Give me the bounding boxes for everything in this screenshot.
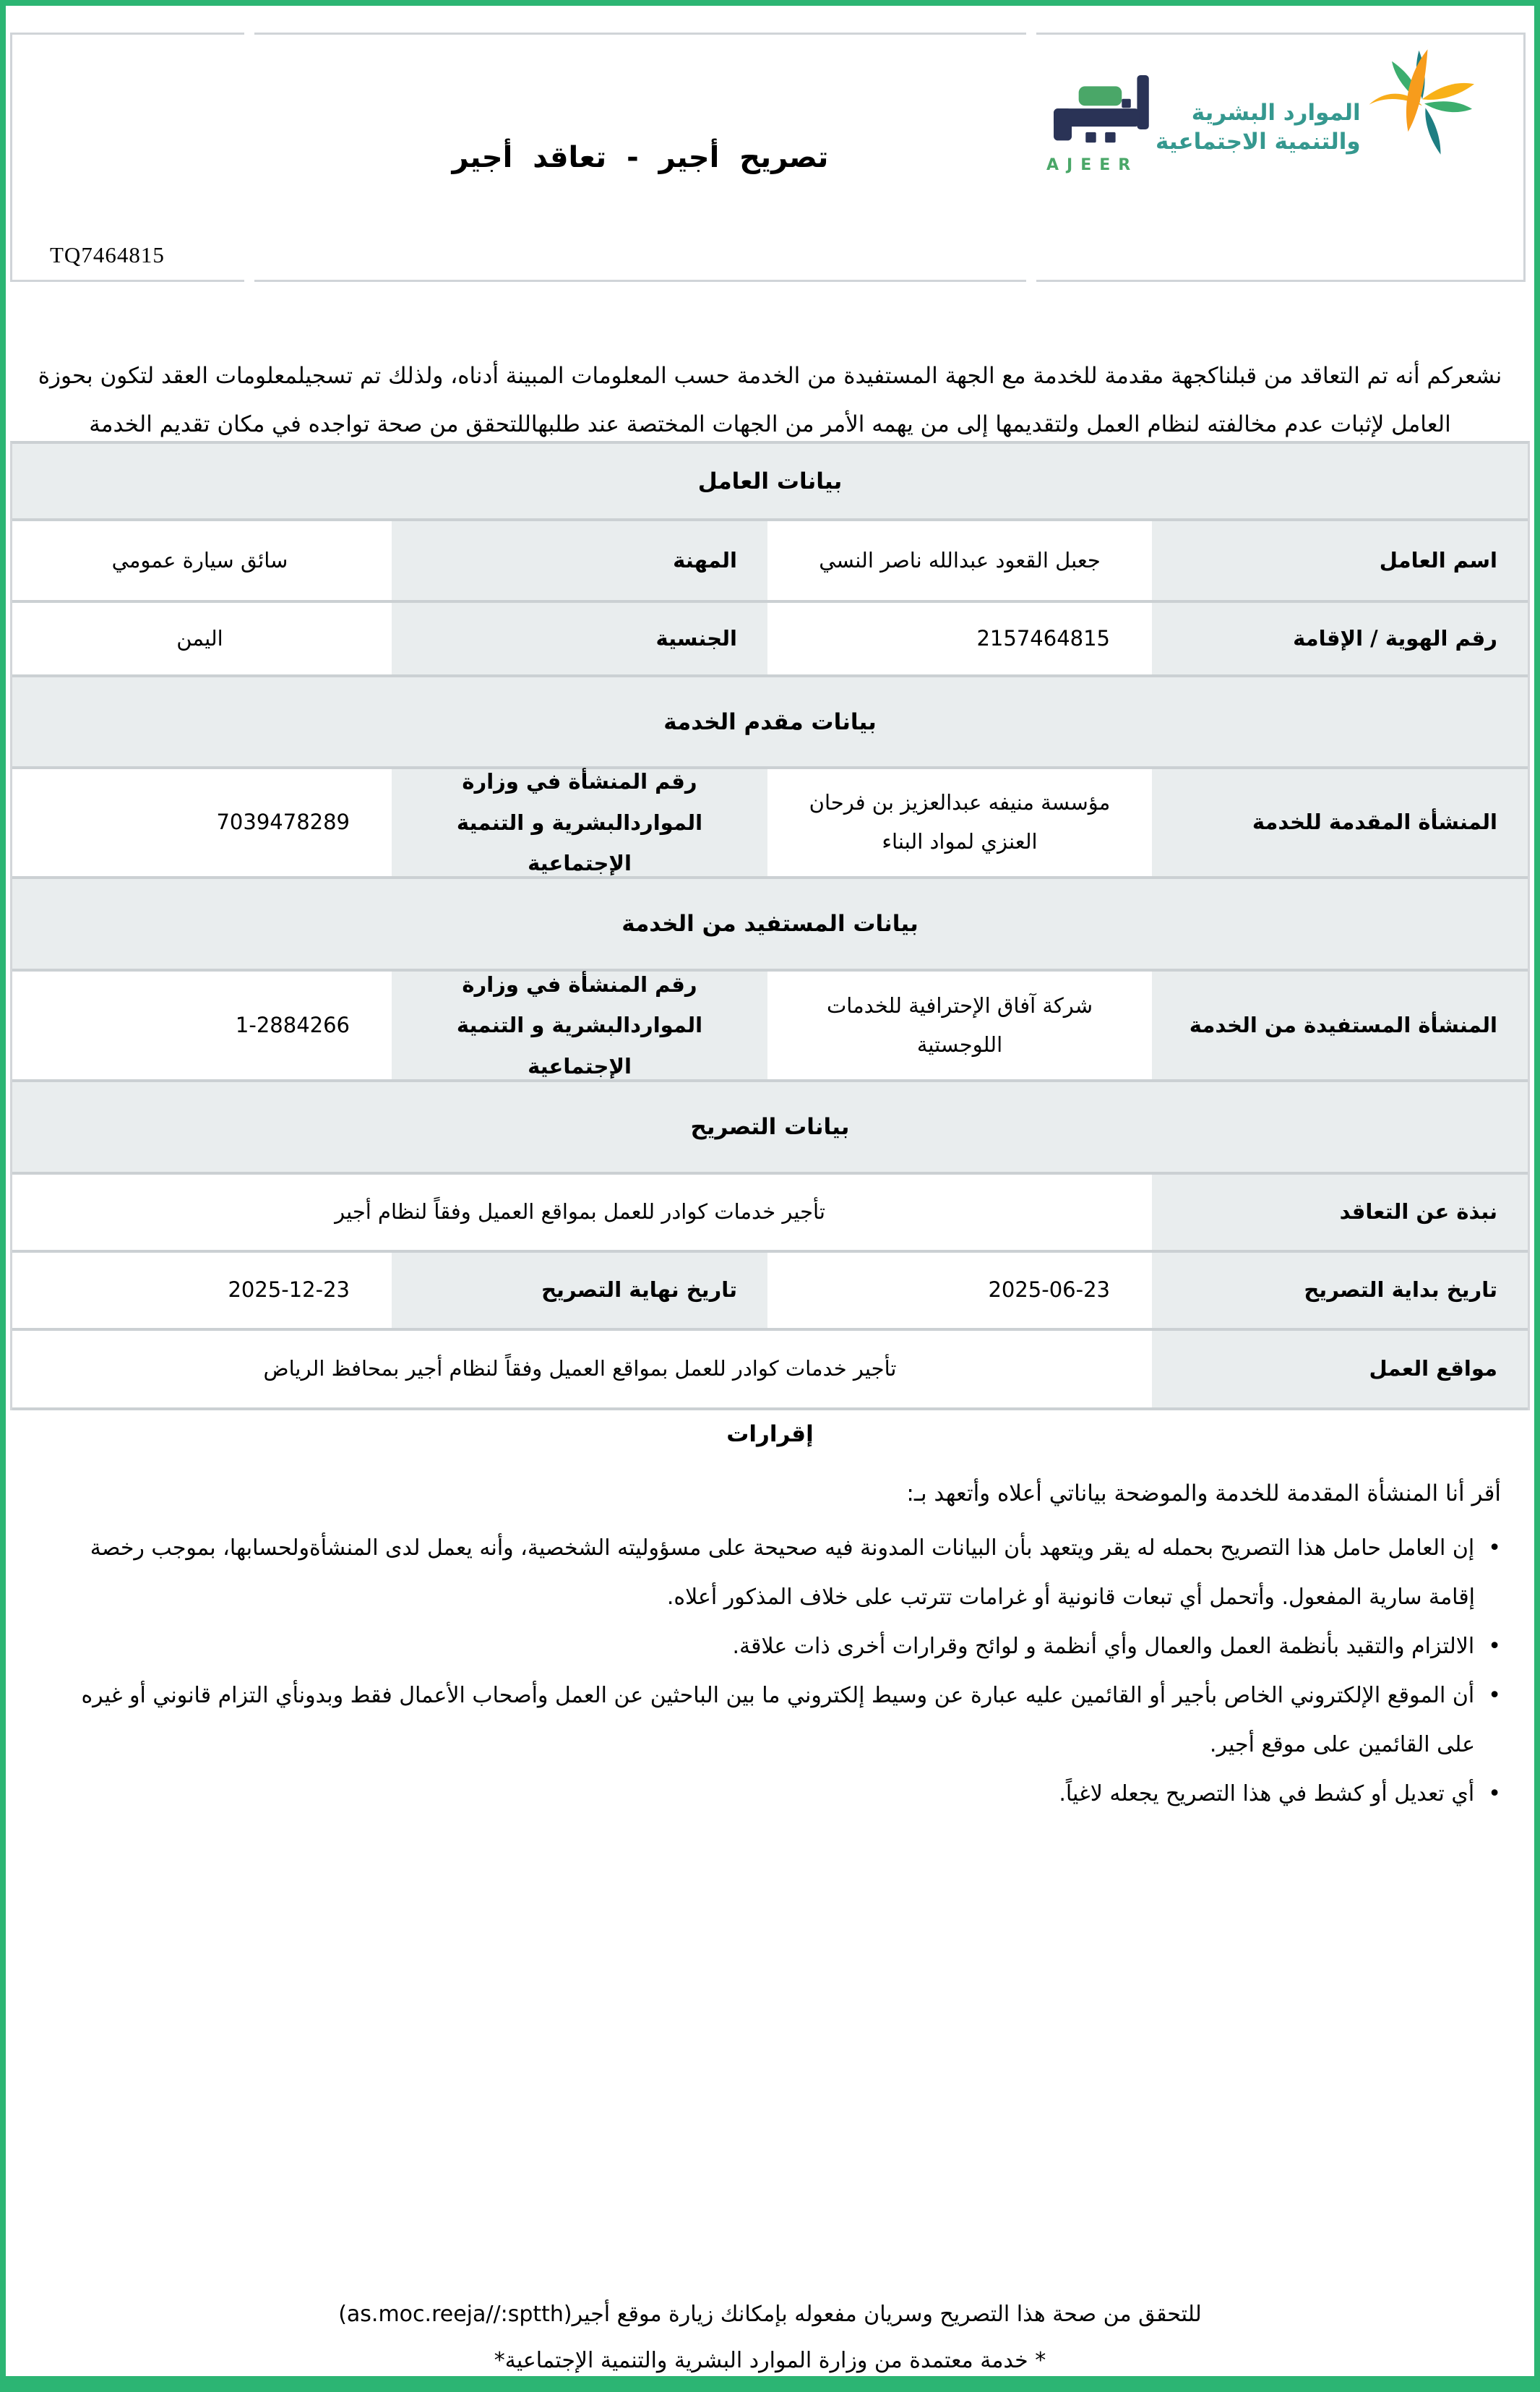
- profession-label: المهنة: [392, 521, 767, 600]
- end-date-value: 2025-12-23: [12, 1253, 387, 1328]
- permit-table: [10, 441, 1530, 1410]
- id-number-value: 2157464815: [772, 603, 1148, 674]
- ministry-name-line2: والتنمية الاجتماعية: [1156, 129, 1361, 155]
- beneficiary-name-label: المنشأة المستفيدة من الخدمة: [1152, 972, 1528, 1079]
- section-header-permit: بيانات التصريح: [12, 1082, 1528, 1175]
- ministry-logo: [1156, 69, 1481, 187]
- contract-summary-label: نبذة عن التعاقد: [1152, 1175, 1528, 1250]
- end-date-label: تاريخ نهاية التصريح: [392, 1253, 767, 1328]
- beneficiary-number-label: رقم المنشأة في وزارة المواردالبشرية و التنمية الإجتماعية: [392, 972, 767, 1079]
- declaration-item: • أي تعديل أو كشط في هذا التصريح يجعله لاغياً.: [39, 1770, 1501, 1819]
- table-row: [12, 603, 1528, 677]
- start-date-value: 2025-06-23: [772, 1253, 1148, 1328]
- nationality-label: الجنسية: [392, 603, 767, 674]
- header-title-cell: [254, 33, 1026, 282]
- footer-accreditation-note: * خدمة معتمدة من وزارة الموارد البشرية والتنمية الإجتماعية*: [494, 2348, 1046, 2373]
- footer-verification-note: للتحقق من صحة هذا التصريح وسريان مفعوله بإمكانك زيارة موقع أجير(as.moc.reeja//:sptth): [338, 2302, 1202, 2327]
- table-row: [12, 1253, 1528, 1331]
- worker-name-value: جعبل القعود عبدالله ناصر النسي: [772, 521, 1148, 600]
- beneficiary-number-value: 1-2884266: [12, 972, 387, 1079]
- work-locations-value: تأجير خدمات كوادر للعمل بمواقع العميل وفقاً لنظام أجير بمحافظ الرياض: [12, 1331, 1148, 1407]
- table-row: [12, 521, 1528, 603]
- ajeer-logo: [1044, 75, 1156, 174]
- provider-number-label: رقم المنشأة في وزارة المواردالبشرية و التنمية الإجتماعية: [392, 769, 767, 876]
- declarations-list: [39, 1524, 1501, 1819]
- provider-name-value: مؤسسة منيفه عبدالعزيز بن فرحان العنزي لمواد البناء: [772, 769, 1148, 876]
- provider-number-value: 7039478289: [12, 769, 387, 876]
- table-row: [12, 769, 1528, 879]
- declaration-item: • أن الموقع الإلكتروني الخاص بأجير أو القائمين عليه عبارة عن وسيط إلكتروني ما بين الباحثين عن العمل وأصحاب الأعمال فقط وبدونأي التزام قانوني أو غيره على القائمين على موقع أجير.: [39, 1671, 1501, 1770]
- declarations-lead: أقر أنا المنشأة المقدمة للخدمة والموضحة بياناتي أعلاه وأتعهد بـ:: [906, 1480, 1501, 1506]
- section-header-provider: بيانات مقدم الخدمة: [12, 677, 1528, 769]
- intro-paragraph: نشعركم أنه تم التعاقد من قبلناكجهة مقدمة للخدمة مع الجهة المستفيدة من الخدمة حسب المعلومات المبينة أدناه، ولذلك تم تسجيلمعلومات العقد لتكون بحوزة العامل لإثبات عدم مخالفته لنظام العمل ولتقديمها إلى من يهمه الأمر من الجهات المختصة عند طلبهاللتحقق من صحة تواجده في مكان تقديم الخدمة: [38, 363, 1502, 437]
- permit-number: TQ7464815: [50, 242, 165, 267]
- table-row: [12, 1331, 1528, 1410]
- page-title: تصريح أجير - تعاقد أجير: [452, 140, 829, 174]
- start-date-label: تاريخ بداية التصريح: [1152, 1253, 1528, 1328]
- table-row: [12, 1175, 1528, 1253]
- contract-summary-value: تأجير خدمات كوادر للعمل بمواقع العميل وفقاً لنظام أجير: [12, 1175, 1148, 1250]
- ministry-name: [1156, 98, 1361, 157]
- declarations-title: إقرارات: [726, 1421, 814, 1447]
- header-number-cell: [10, 33, 244, 282]
- table-row: [12, 972, 1528, 1082]
- declaration-item: • الالتزام والتقيد بأنظمة العمل والعمال وأي أنظمة و لوائح وقرارات أخرى ذات علاقة.: [39, 1622, 1501, 1671]
- ministry-star-icon: [1368, 49, 1476, 166]
- nationality-value: اليمن: [12, 603, 387, 674]
- worker-name-label: اسم العامل: [1152, 521, 1528, 600]
- work-locations-label: مواقع العمل: [1152, 1331, 1528, 1407]
- id-number-label: رقم الهوية / الإقامة: [1152, 603, 1528, 674]
- declaration-item: • إن العامل حامل هذا التصريح بحمله له يقر ويتعهد بأن البيانات المدونة فيه صحيحة على مسؤوليته الشخصية، وأنه يعمل لدى المنشأةولحسابها، بموجب رخصة إقامة سارية المفعول. وأتحمل أي تبعات قانونية أو غرامات تترتب على خلاف المذكور أعلاه.: [39, 1524, 1501, 1622]
- ajeer-wordmark-icon: [1044, 75, 1156, 150]
- ministry-name-line1: الموارد البشرية: [1191, 100, 1361, 126]
- section-header-beneficiary: بيانات المستفيد من الخدمة: [12, 879, 1528, 972]
- section-header-worker: بيانات العامل: [12, 444, 1528, 521]
- ajeer-latin-label: AJEER: [1046, 156, 1139, 174]
- header-logos-cell: [1036, 33, 1526, 282]
- beneficiary-name-value: شركة آفاق الإحترافية للخدمات اللوجستية: [772, 972, 1148, 1079]
- provider-name-label: المنشأة المقدمة للخدمة: [1152, 769, 1528, 876]
- profession-value: سائق سيارة عمومي: [12, 521, 387, 600]
